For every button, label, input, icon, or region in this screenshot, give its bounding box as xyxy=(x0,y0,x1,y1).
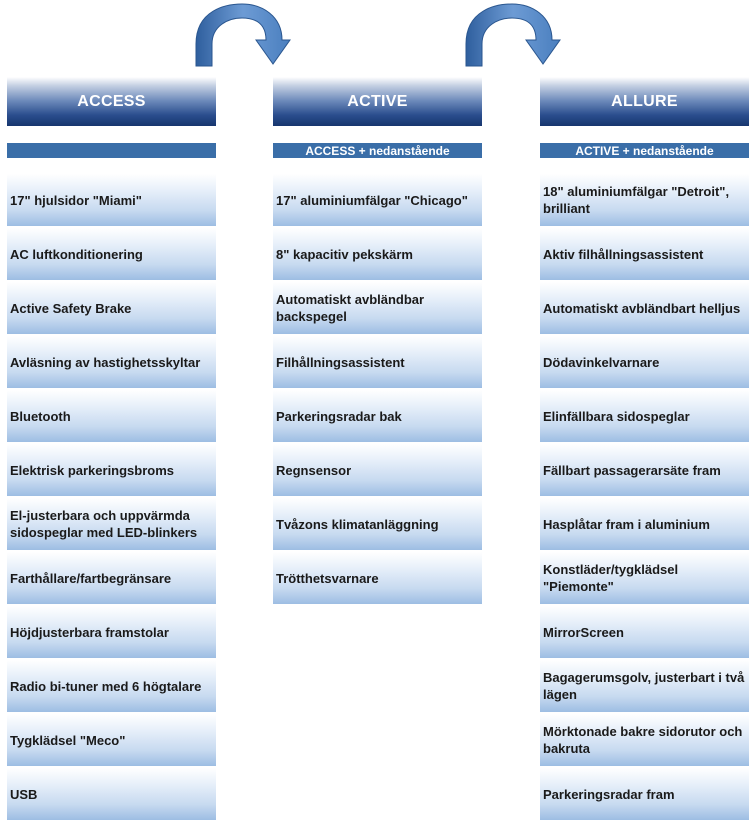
feature-item xyxy=(7,336,216,388)
feature-item xyxy=(7,282,216,334)
feature-label: Elektrisk parkeringsbroms xyxy=(10,462,175,478)
feature-item xyxy=(273,174,482,226)
column-subtitle-bar: ACCESS + nedanstående xyxy=(273,143,482,158)
feature-label: Dödavinkelvarnare xyxy=(543,354,660,370)
feature-item xyxy=(7,390,216,442)
feature-item xyxy=(540,552,749,604)
feature-list xyxy=(7,174,216,822)
feature-label: Fällbart passagerarsäte fram xyxy=(543,462,721,478)
column-title: ALLURE xyxy=(540,77,749,126)
feature-item xyxy=(7,444,216,496)
feature-item xyxy=(540,282,749,334)
feature-item xyxy=(7,768,216,820)
feature-label: Radio bi-tuner med 6 högtalare xyxy=(10,678,202,694)
feature-label: Avläsning av hastighetsskyltar xyxy=(10,354,201,370)
feature-item xyxy=(273,282,482,334)
feature-label: 18" aluminiumfälgar "Detroit", brilliant xyxy=(543,184,730,216)
column-subtitle-bar xyxy=(7,143,216,158)
feature-item xyxy=(273,444,482,496)
feature-item xyxy=(273,390,482,442)
feature-label: Farthållare/fartbegränsare xyxy=(10,570,172,586)
feature-label: Tvåzons klimatanläggning xyxy=(276,516,439,532)
feature-label: 17" aluminiumfälgar "Chicago" xyxy=(276,192,468,208)
feature-label: Bluetooth xyxy=(10,408,71,424)
feature-label: Aktiv filhållningsassistent xyxy=(543,246,704,262)
feature-label: Konstläder/tygklädsel "Piemonte" xyxy=(543,562,679,594)
feature-label: 17" hjulsidor "Miami" xyxy=(10,192,142,208)
feature-label: Parkeringsradar bak xyxy=(276,408,402,424)
feature-item xyxy=(7,498,216,550)
feature-label: El-justerbara och uppvärmda sidospeglar med LED-blinkers xyxy=(10,508,198,540)
feature-item xyxy=(7,174,216,226)
feature-item xyxy=(7,552,216,604)
feature-item xyxy=(540,336,749,388)
column-title: ACCESS xyxy=(7,77,216,126)
feature-item xyxy=(7,714,216,766)
feature-label: Tygklädsel "Meco" xyxy=(10,732,126,748)
feature-label: Regnsensor xyxy=(276,462,352,478)
feature-label: Automatiskt avbländbar backspegel xyxy=(276,292,425,324)
feature-label: Hasplåtar fram i aluminium xyxy=(543,516,710,532)
feature-item xyxy=(273,498,482,550)
feature-label: Elinfällbara sidospeglar xyxy=(543,408,690,424)
feature-label: AC luftkonditionering xyxy=(10,246,143,262)
column-title: ACTIVE xyxy=(273,77,482,126)
feature-label: Mörktonade bakre sidorutor och bakruta xyxy=(543,724,743,756)
feature-item xyxy=(540,444,749,496)
feature-label: Parkeringsradar fram xyxy=(543,786,675,802)
feature-item xyxy=(7,228,216,280)
feature-item xyxy=(540,498,749,550)
feature-label: MirrorScreen xyxy=(543,624,624,640)
feature-item xyxy=(273,336,482,388)
feature-label: USB xyxy=(10,786,38,802)
feature-item xyxy=(540,606,749,658)
feature-label: 8" kapacitiv pekskärm xyxy=(276,246,413,262)
feature-item xyxy=(540,714,749,766)
feature-item xyxy=(273,228,482,280)
feature-label: Höjdjusterbara framstolar xyxy=(10,624,169,640)
feature-item xyxy=(273,552,482,604)
feature-label: Active Safety Brake xyxy=(10,300,132,316)
feature-list xyxy=(273,174,482,606)
feature-label: Bagagerumsgolv, justerbart i två lägen xyxy=(543,670,745,702)
feature-item xyxy=(540,660,749,712)
feature-item xyxy=(540,390,749,442)
feature-label: Automatiskt avbländbart helljus xyxy=(543,300,741,316)
feature-item xyxy=(7,660,216,712)
feature-label: Trötthetsvarnare xyxy=(276,570,379,586)
feature-label: Filhållningsassistent xyxy=(276,354,405,370)
curved-arrow-icon xyxy=(460,0,570,70)
feature-list xyxy=(540,174,749,822)
column-subtitle-bar: ACTIVE + nedanstående xyxy=(540,143,749,158)
curved-arrow-icon xyxy=(190,0,300,70)
feature-item xyxy=(540,228,749,280)
feature-item xyxy=(540,174,749,226)
feature-item xyxy=(7,606,216,658)
feature-item xyxy=(540,768,749,820)
